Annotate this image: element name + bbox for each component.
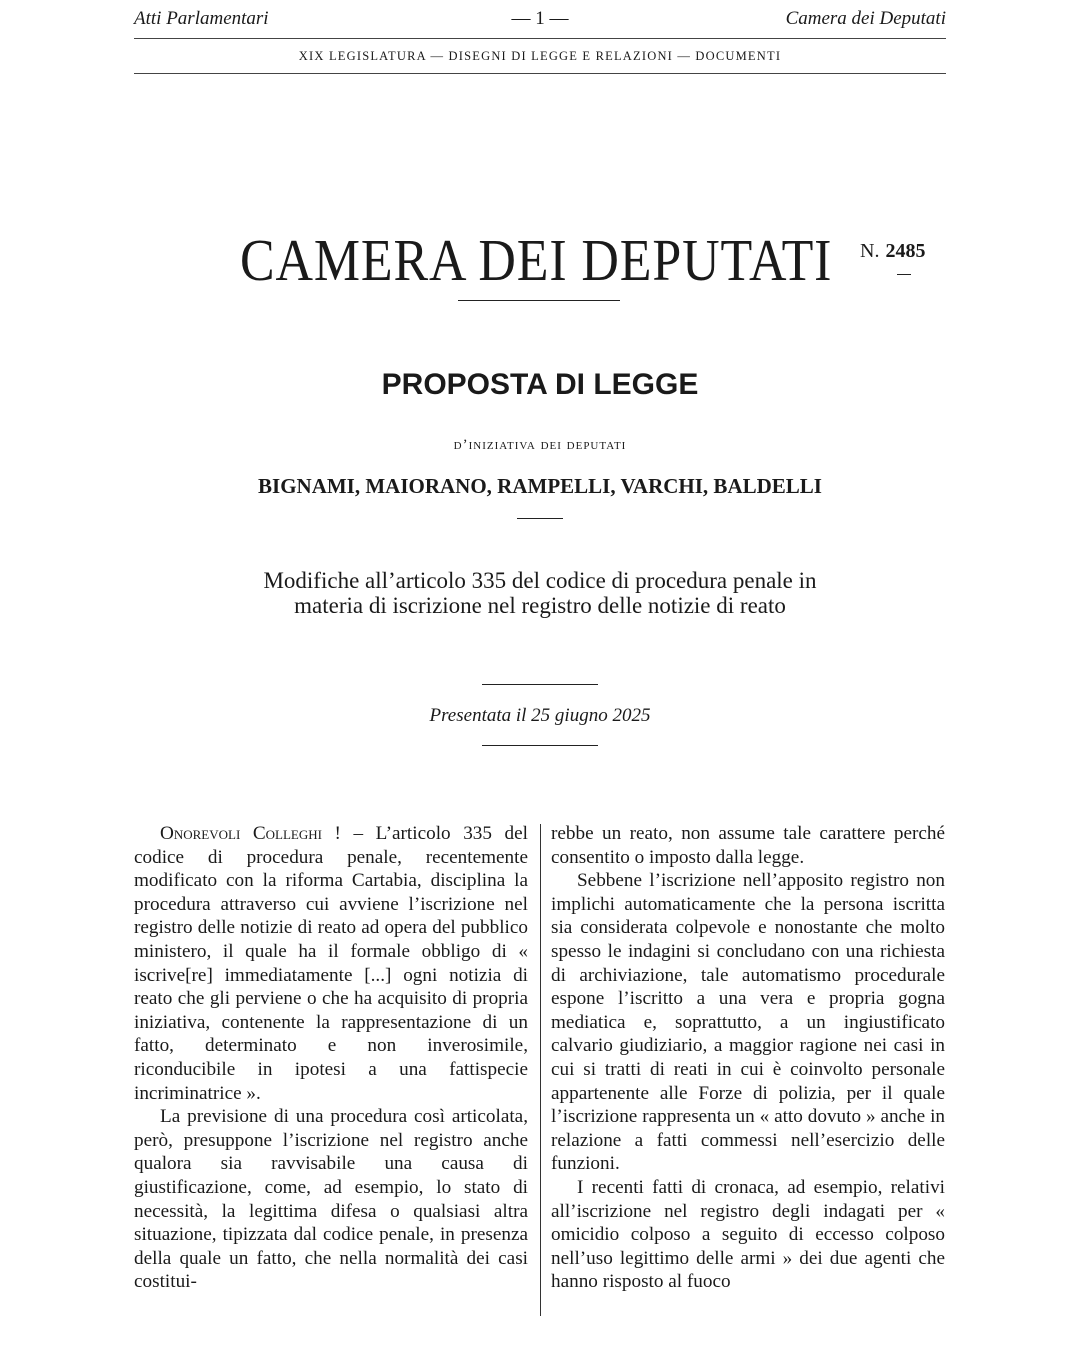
bill-type-heading: PROPOSTA DI LEGGE [381, 368, 699, 401]
document-number [860, 240, 925, 263]
running-header-left: Atti Parlamentari [134, 8, 269, 29]
initiative-line: d’iniziativa dei deputati [453, 437, 627, 453]
chamber-title: CAMERA DEI DEPUTATI [240, 227, 833, 293]
running-header [134, 8, 946, 34]
page-number: — 1 — [511, 8, 569, 29]
presentation-rule-bottom [482, 745, 598, 746]
paragraph: I recenti fatti di cronaca, ad esempio, relativi all’iscrizione nel registro degli indagati per « omicidio colposo a seguito di eccesso colposo nell’uso legittimo delle armi » dei due agenti che hanno risposto al fuoco [551, 1176, 945, 1293]
paragraph [134, 822, 528, 1105]
bill-subject [160, 568, 920, 618]
bill-subject-line-1: Modifiche all’articolo 335 del codice di procedura penale in [263, 568, 817, 593]
presentation-date: Presentata il 25 giugno 2025 [429, 705, 651, 726]
body-column-left [134, 822, 528, 1294]
body-column-right [551, 822, 945, 1294]
presentation-rule-top [482, 684, 598, 685]
paragraph: Sebbene l’iscrizione nell’apposito registro non implichi automaticamente che la persona iscritta sia considerata colpevole e nonostante che molto spesso le indagini si concludano con una richiesta di archiviazione, tale automatismo procedurale espone l’iscritto a una vera e propria gogna mediatica e, soprattutto, a un ingiustificato calvario giudiziario, a maggior ragione nei casi in cui si tratti di reati in cui è coinvolto personale appartenente alle Forze di polizia, per il quale l’iscrizione rappresenta un « atto dovuto » anche in relazione a fatti commessi nell’esercizio delle funzioni. [551, 870, 945, 1175]
document-number-prefix: N. [860, 240, 880, 262]
paragraph-text: – L’articolo 335 del codice di procedura penale, recentemente modificato con la riforma Cartabia, disciplina la procedura attraverso cui avviene l’iscrizione nel registro delle notizie di reato ad opera del pubblico ministero, il quale ha il formale obbligo di « iscrive[re] immediatamente [...] ogni notizia di reato che gli perviene o che ha acquisito di propria iniziativa, contenente la rappresentazione di un fatto, determinato e non inverosimile, riconducibile in ipotesi a una fattispecie incriminatrice ». [134, 823, 528, 1104]
bill-subject-line-2: materia di iscrizione nel registro delle notizie di reato [294, 593, 786, 618]
authors-rule [517, 518, 563, 519]
header-rule-top [134, 38, 946, 39]
paragraph: rebbe un reato, non assume tale carattere perché consentito o imposto dalla legge. [551, 823, 945, 868]
authors-line: BIGNAMI, MAIORANO, RAMPELLI, VARCHI, BALDELLI [258, 474, 822, 498]
paragraph: La previsione di una procedura così articolata, però, presuppone l’iscrizione nel registro anche qualora sia ravvisabile una causa di giustificazione, come, ad esempio, lo stato di necessità, la legittima difesa o qualsiasi altra situazione, tipizzata dal codice penale, in presenza della quale un fatto, che nella normalità dei casi costitui- [134, 1106, 528, 1293]
header-rule-bottom [134, 73, 946, 74]
masthead-underline [458, 300, 620, 301]
legislature-line: XIX LEGISLATURA — DISEGNI DI LEGGE E RELAZIONI — DOCUMENTI [298, 49, 782, 63]
document-number-value: 2485 [885, 240, 926, 262]
column-divider [540, 824, 541, 1316]
running-header-right: Camera dei Deputati [785, 8, 946, 29]
salutation: Onorevoli Colleghi ! [160, 823, 341, 844]
document-number-dash [897, 274, 911, 275]
